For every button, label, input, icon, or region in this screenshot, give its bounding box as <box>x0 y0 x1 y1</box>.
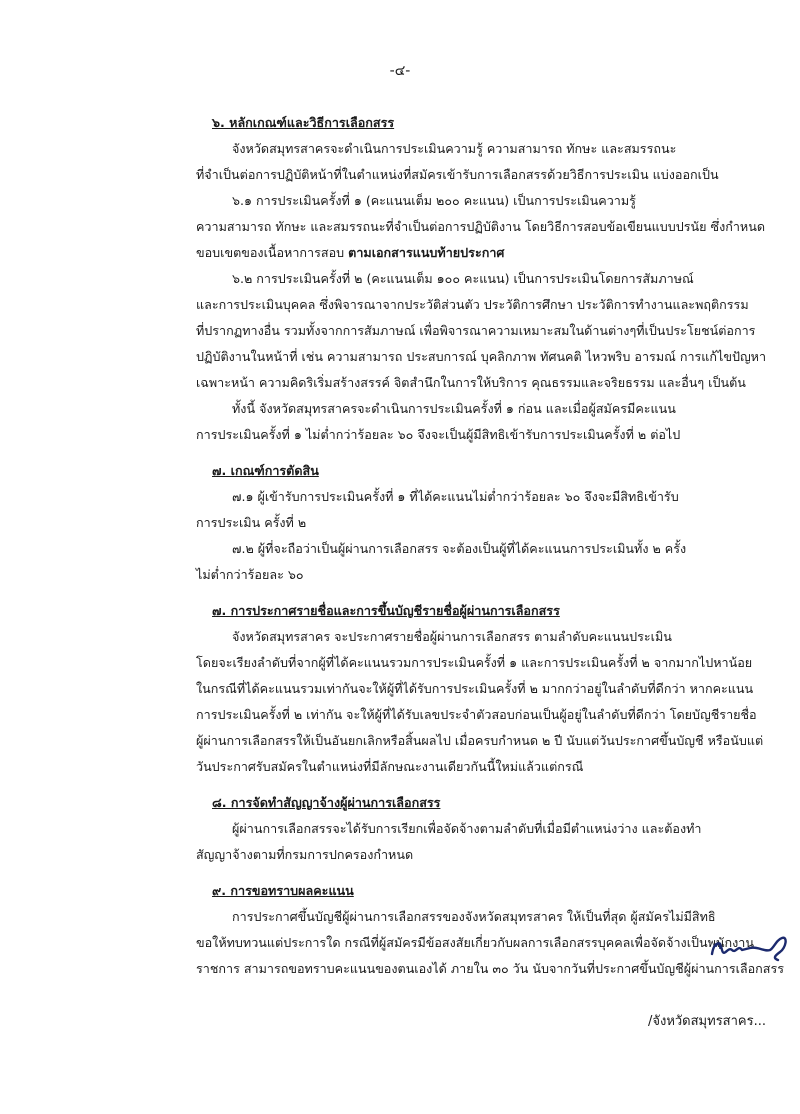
section-6-note-line: ทั้งนี้ จังหวัดสมุทรสาครจะดำเนินการประเมินครั้งที่ ๑ ก่อน และเมื่อผู้สมัครมีคะแนน <box>232 401 676 416</box>
section-8-heading: ๘. การจัดทำสัญญาจ้างผู้ผ่านการเลือกสรร <box>212 795 441 810</box>
section-6-1-line <box>196 240 770 266</box>
section-7-criteria-heading: ๗. เกณฑ์การตัดสิน <box>212 463 319 478</box>
section-7-announcement-line: จังหวัดสมุทรสาคร จะประกาศรายชื่อผู้ผ่านการเลือกสรร ตามลำดับคะแนนประเมิน <box>232 629 672 644</box>
section-6-2-line: ปฏิบัติงานในหน้าที่ เช่น ความสามารถ ประสบการณ์ บุคลิกภาพ ทัศนคติ ไหวพริบ อารมณ์ การแก้ไขปัญหา <box>196 349 767 364</box>
document-body <box>196 110 785 982</box>
section-6-1-line: ๖.๑ การประเมินครั้งที่ ๑ (คะแนนเต็ม ๒๐๐ คะแนน) เป็นการประเมินความรู้ <box>232 193 636 208</box>
section-9-heading: ๙. การขอทราบผลคะแนน <box>212 883 354 898</box>
section-6-1-scope-text: ขอบเขตของเนื้อหาการสอบ <box>196 245 349 260</box>
section-7-2-line: ไม่ต่ำกว่าร้อยละ ๖๐ <box>196 567 304 582</box>
section-6-intro-line: ที่จำเป็นต่อการปฏิบัติหน้าที่ในตำแหน่งที่สมัครเข้ารับการเลือกสรรด้วยวิธีการประเมิน แบ่งออกเป็น <box>196 167 719 182</box>
section-7-2-line: ๗.๒ ผู้ที่จะถือว่าเป็นผู้ผ่านการเลือกสรร จะต้องเป็นผู้ที่ได้คะแนนการประเมินทั้ง ๒ ครั้ง <box>232 541 687 556</box>
section-7-1-line: การประเมิน ครั้งที่ ๒ <box>196 515 307 530</box>
section-6-2-line: ๖.๒ การประเมินครั้งที่ ๒ (คะแนนเต็ม ๑๐๐ คะแนน) เป็นการประเมินโดยการสัมภาษณ์ <box>232 271 694 286</box>
section-7-announcement-line: ผู้ผ่านการเลือกสรรให้เป็นอันยกเลิกหรือสิ้นผลไป เมื่อครบกำหนด ๒ ปี นับแต่วันประกาศขึ้นบัญชี หรือนับแต่ <box>196 733 764 748</box>
section-7-announcement-line: โดยจะเรียงลำดับที่จากผู้ที่ได้คะแนนรวมการประเมินครั้งที่ ๑ และการประเมินครั้งที่ ๒ จากมากไปหาน้อย <box>196 655 753 670</box>
section-6-1-attachment-ref: ตามเอกสารแนบท้ายประกาศ <box>348 245 505 260</box>
section-7-announcement-line: วันประกาศรับสมัครในตำแหน่งที่มีลักษณะงานเดียวกันนี้ใหม่แล้วแต่กรณี <box>196 759 584 774</box>
section-6-2-line: และการประเมินบุคคล ซึ่งพิจารณาจากประวัติส่วนตัว ประวัติการศึกษา ประวัติการทำงานและพฤติกรรม <box>196 297 749 312</box>
section-6-note-line: การประเมินครั้งที่ ๑ ไม่ต่ำกว่าร้อยละ ๖๐ จึงจะเป็นผู้มีสิทธิเข้ารับการประเมินครั้งที่ ๒ ต่อไป <box>196 427 681 442</box>
section-9-line: ขอให้ทบทวนแต่ประการใด กรณีที่ผู้สมัครมีข้อสงสัยเกี่ยวกับผลการเลือกสรรบุคคลเพื่อจัดจ้างเป็นพนักงาน <box>196 935 754 950</box>
continuation-marker: /จังหวัดสมุทรสาคร... <box>647 1014 766 1029</box>
section-9-line: ราชการ สามารถขอทราบคะแนนของตนเองได้ ภายใน ๓๐ วัน นับจากวันที่ประกาศขึ้นบัญชีผู้ผ่านการเลือกสรร <box>196 961 785 976</box>
section-6-2-line: เฉพาะหน้า ความคิดริเริ่มสร้างสรรค์ จิตสำนึกในการให้บริการ คุณธรรมและจริยธรรม และอื่นๆ เป็นต้น <box>196 375 746 390</box>
section-9-line: การประกาศขึ้นบัญชีผู้ผ่านการเลือกสรรของจังหวัดสมุทรสาคร ให้เป็นที่สุด ผู้สมัครไม่มีสิทธิ <box>232 909 716 924</box>
section-6-1-line: ความสามารถ ทักษะ และสมรรถนะที่จำเป็นต่อการปฏิบัติงาน โดยวิธีการสอบข้อเขียนแบบปรนัย ซึ่งกำหนด <box>196 219 766 234</box>
section-7-1-line: ๗.๑ ผู้เข้ารับการประเมินครั้งที่ ๑ ที่ได้คะแนนไม่ต่ำกว่าร้อยละ ๖๐ จึงจะมีสิทธิเข้ารับ <box>232 489 679 504</box>
page-number: -๔- <box>389 63 411 79</box>
section-6-2-line: ที่ปรากฏทางอื่น รวมทั้งจากการสัมภาษณ์ เพื่อพิจารณาความเหมาะสมในด้านต่างๆที่เป็นประโยชน์ต่อการ <box>196 323 756 338</box>
section-7-announcement-heading: ๗. การประกาศรายชื่อและการขึ้นบัญชีรายชื่อผู้ผ่านการเลือกสรร <box>212 603 560 618</box>
section-6-intro-line: จังหวัดสมุทรสาครจะดำเนินการประเมินความรู้ ความสามารถ ทักษะ และสมรรถนะ <box>232 141 677 156</box>
section-8-line: สัญญาจ้างตามที่กรมการปกครองกำหนด <box>196 847 414 862</box>
section-7-announcement-line: ในกรณีที่ได้คะแนนรวมเท่ากันจะให้ผู้ที่ได้รับการประเมินครั้งที่ ๒ มากกว่าอยู่ในลำดับที่ดีกว่า หากคะแนน <box>196 681 754 696</box>
section-6-heading: ๖. หลักเกณฑ์และวิธีการเลือกสรร <box>212 115 395 130</box>
section-7-announcement-line: การประเมินครั้งที่ ๒ เท่ากัน จะให้ผู้ที่ได้รับเลขประจำตัวสอบก่อนเป็นผู้อยู่ในลำดับที่ดีกว่า โดยบัญชีรายชื่อ <box>196 707 757 722</box>
handwritten-initials-signature <box>706 928 796 964</box>
section-8-line: ผู้ผ่านการเลือกสรรจะได้รับการเรียกเพื่อจัดจ้างตามลำดับที่เมื่อมีตำแหน่งว่าง และต้องทำ <box>232 821 702 836</box>
